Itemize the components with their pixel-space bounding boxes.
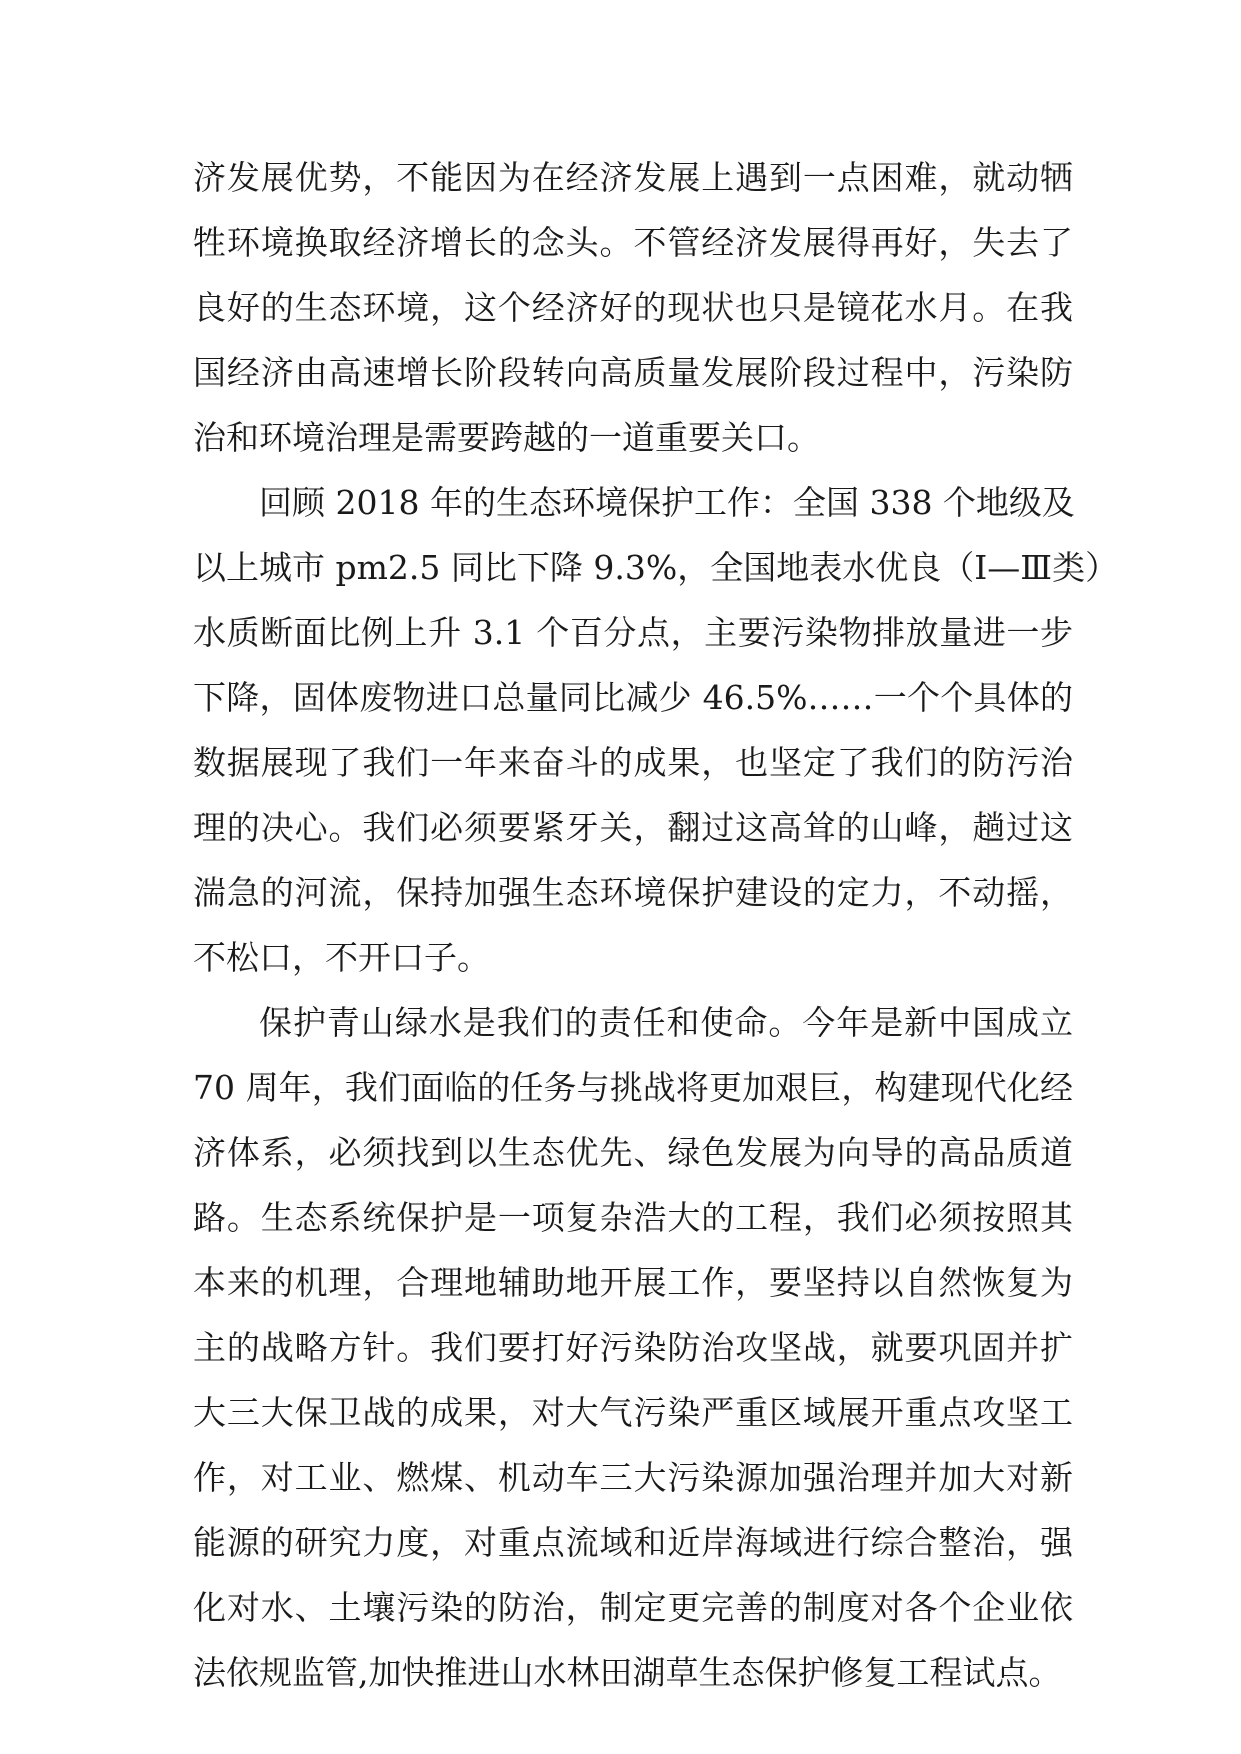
text-line: 济发展优势，不能因为在经济发展上遇到一点困难，就动牺 xyxy=(193,158,1073,197)
text-line: 国经济由高速增长阶段转向高质量发展阶段过程中，污染防 xyxy=(193,353,1073,392)
text-line: 回顾 2018 年的生态环境保护工作：全国 338 个地级及 xyxy=(259,483,1075,522)
text-line: 治和环境治理是需要跨越的一道重要关口。 xyxy=(193,418,820,457)
text-line: 路。生态系统保护是一项复杂浩大的工程，我们必须按照其 xyxy=(193,1198,1073,1237)
text-line: 大三大保卫战的成果，对大气污染严重区域展开重点攻坚工 xyxy=(193,1393,1073,1432)
text-line: 能源的研究力度，对重点流域和近岸海域进行综合整治，强 xyxy=(193,1523,1073,1562)
text-line: 本来的机理，合理地辅助地开展工作，要坚持以自然恢复为 xyxy=(193,1263,1073,1302)
text-line: 湍急的河流，保持加强生态环境保护建设的定力，不动摇， xyxy=(193,873,1073,912)
document-body xyxy=(193,145,1119,1705)
text-line: 下降，固体废物进口总量同比减少 46.5%……一个个具体的 xyxy=(193,678,1073,717)
text-line: 70 周年，我们面临的任务与挑战将更加艰巨，构建现代化经 xyxy=(193,1068,1073,1107)
text-line: 化对水、土壤污染的防治，制定更完善的制度对各个企业依 xyxy=(193,1588,1073,1627)
text-line: 水质断面比例上升 3.1 个百分点，主要污染物排放量进一步 xyxy=(193,613,1073,652)
paragraph-2 xyxy=(193,470,1119,990)
text-line: 法依规监管,加快推进山水林田湖草生态保护修复工程试点。 xyxy=(193,1653,1062,1692)
text-line: 作，对工业、燃煤、机动车三大污染源加强治理并加大对新 xyxy=(193,1458,1073,1497)
text-line: 以上城市 pm2.5 同比下降 9.3%，全国地表水优良（Ⅰ—Ⅲ类） xyxy=(193,548,1119,587)
text-line: 不松口，不开口子。 xyxy=(193,938,490,977)
text-line: 理的决心。我们必须要紧牙关，翻过这高耸的山峰，趟过这 xyxy=(193,808,1073,847)
text-line: 牲环境换取经济增长的念头。不管经济发展得再好，失去了 xyxy=(193,223,1073,262)
text-line: 数据展现了我们一年来奋斗的成果，也坚定了我们的防污治 xyxy=(193,743,1073,782)
paragraph-3 xyxy=(193,990,1073,1705)
paragraph-1 xyxy=(193,145,1073,470)
text-line: 主的战略方针。我们要打好污染防治攻坚战，就要巩固并扩 xyxy=(193,1328,1073,1367)
text-line: 良好的生态环境，这个经济好的现状也只是镜花水月。在我 xyxy=(193,288,1073,327)
text-line: 济体系，必须找到以生态优先、绿色发展为向导的高品质道 xyxy=(193,1133,1073,1172)
text-line: 保护青山绿水是我们的责任和使命。今年是新中国成立 xyxy=(259,1003,1073,1042)
